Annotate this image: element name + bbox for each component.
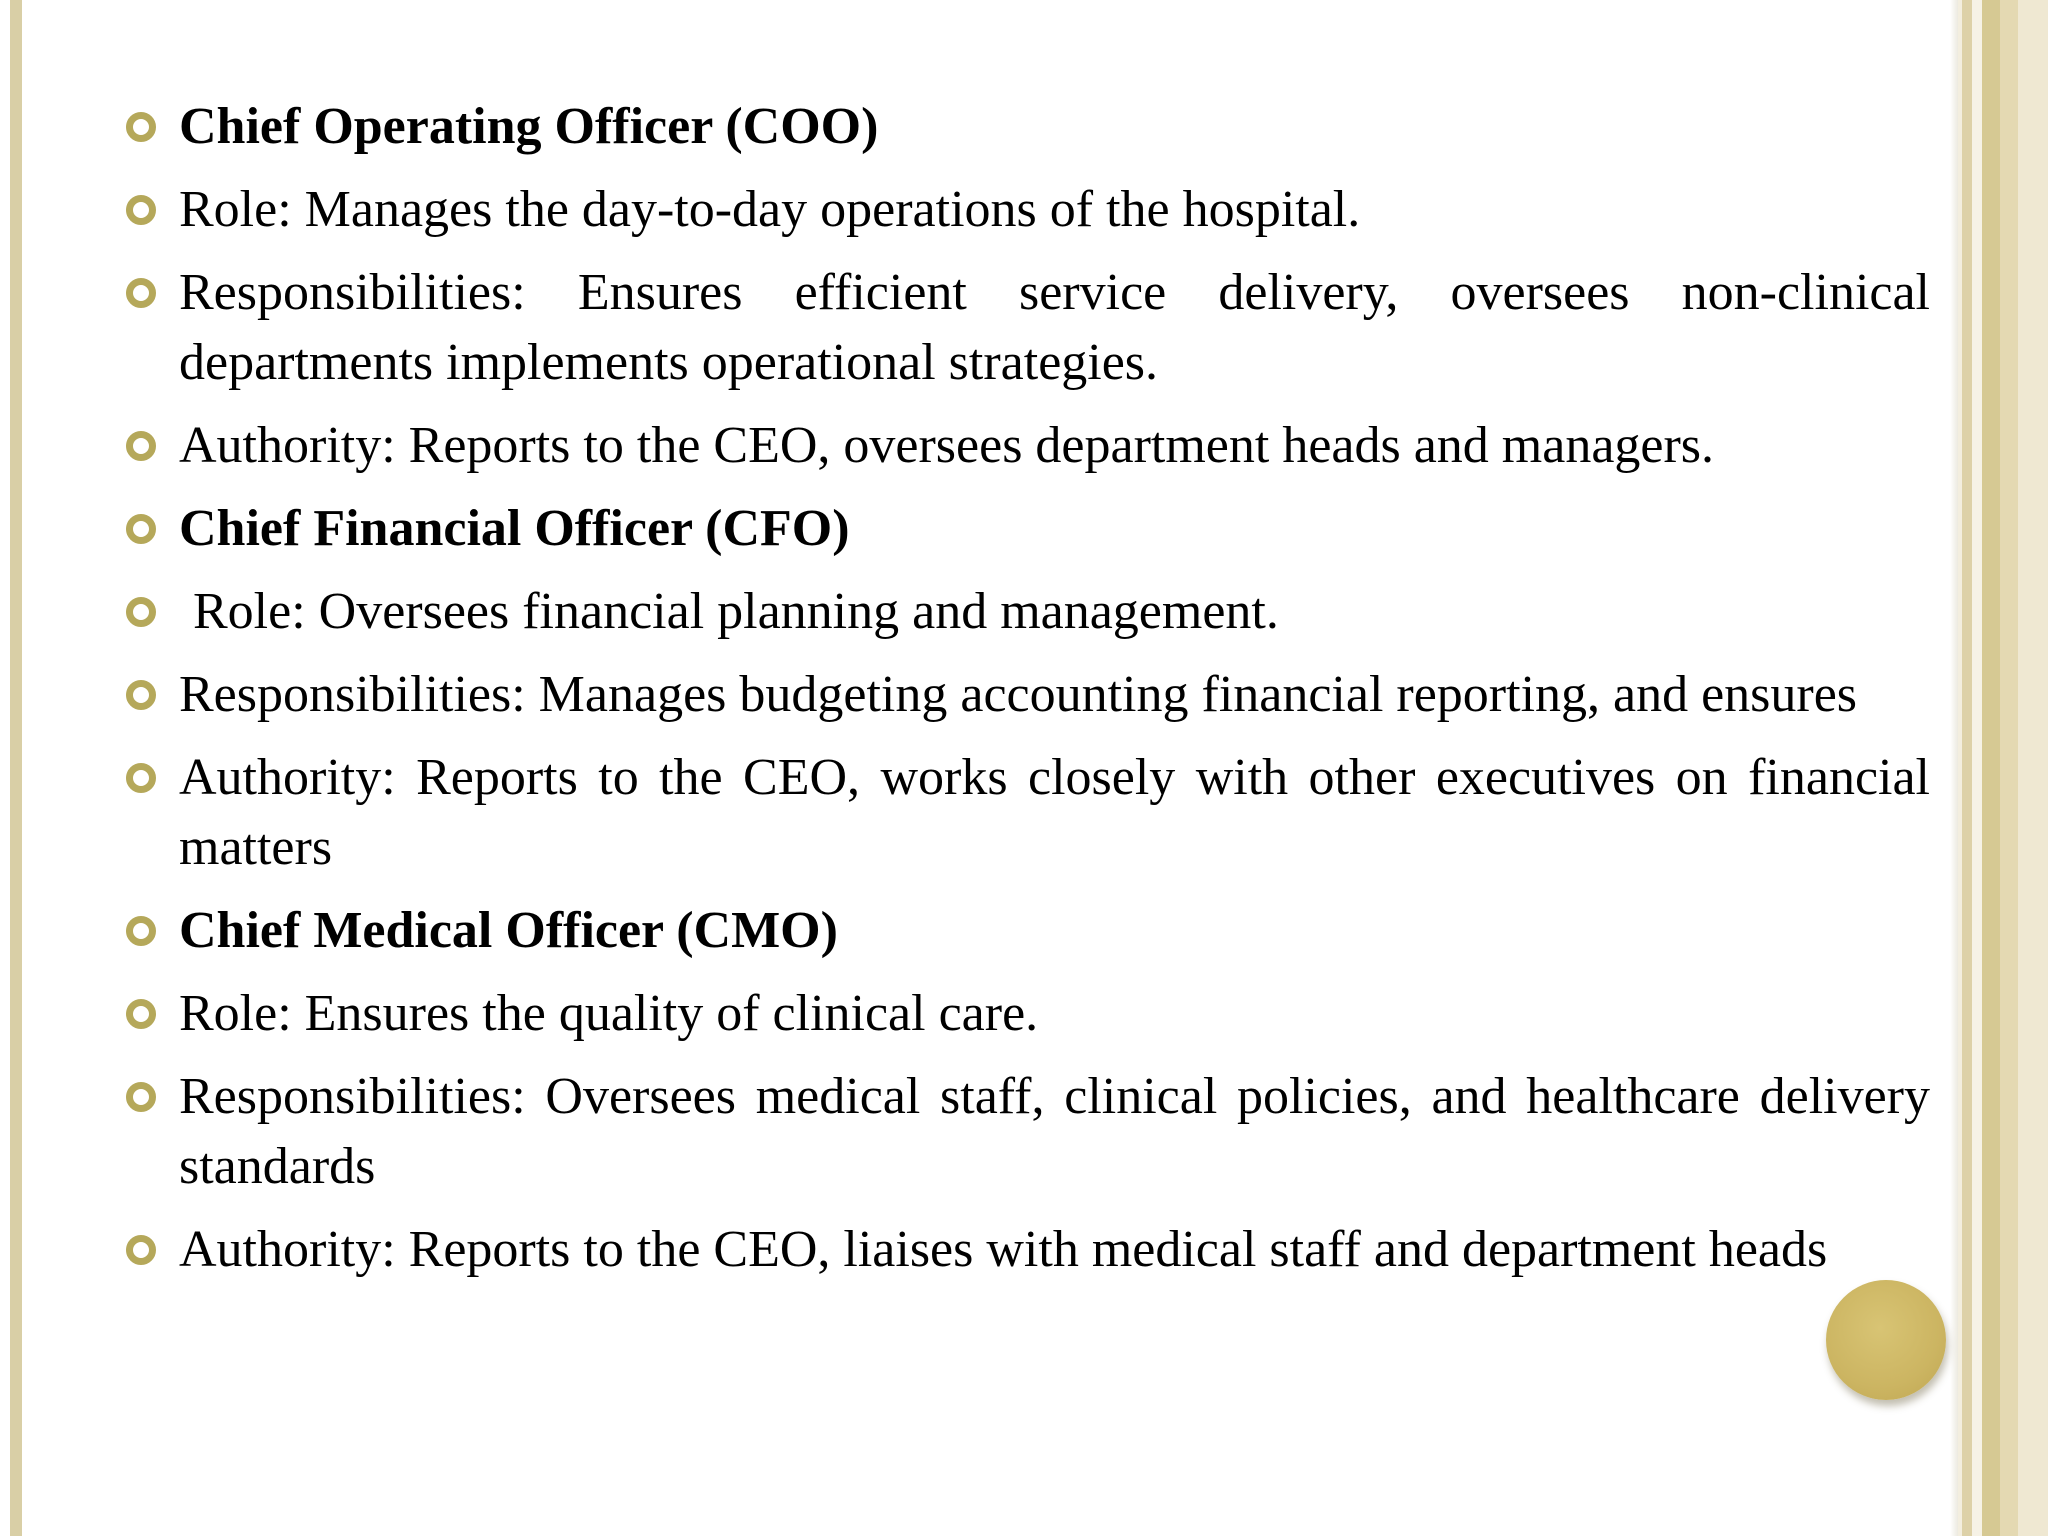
- bullet-text: Role: Oversees financial planning and management.: [193, 583, 1279, 640]
- right-decorative-border: [1958, 0, 2048, 1536]
- bullet-text: Role: Manages the day-to-day operations of the hospital.: [179, 181, 1361, 238]
- ring-bullet-icon: [126, 763, 156, 793]
- ring-bullet-icon: [126, 597, 156, 627]
- bullet-text: Chief Financial Officer (CFO): [179, 500, 850, 557]
- bullet-cmo-authority: [126, 1215, 1930, 1285]
- bullet-coo-heading: [126, 92, 1930, 162]
- bullet-cmo-responsibilities: [126, 1062, 1930, 1202]
- bullet-coo-authority: [126, 411, 1930, 481]
- bullet-text: Chief Operating Officer (COO): [179, 98, 879, 155]
- bullet-cfo-authority: [126, 743, 1930, 883]
- bullet-text: Authority: Reports to the CEO, oversees department heads and managers.: [179, 417, 1715, 474]
- right-border-shadow: [1950, 0, 1958, 1536]
- bullet-cfo-role: [126, 577, 1930, 647]
- bullet-cfo-responsibilities: [126, 660, 1930, 730]
- bullet-text: Authority: Reports to the CEO, works closely with other executives on financial matters: [179, 749, 1930, 876]
- bullet-cfo-heading: [126, 494, 1930, 564]
- bullet-cmo-heading: [126, 896, 1930, 966]
- ring-bullet-icon: [126, 431, 156, 461]
- ring-bullet-icon: [126, 514, 156, 544]
- bullet-coo-role: [126, 175, 1930, 245]
- ring-bullet-icon: [126, 195, 156, 225]
- bullet-cmo-role: [126, 979, 1930, 1049]
- ring-bullet-icon: [126, 916, 156, 946]
- bullet-text: Role: Ensures the quality of clinical care.: [179, 985, 1039, 1042]
- ring-bullet-icon: [126, 278, 156, 308]
- ring-bullet-icon: [126, 680, 156, 710]
- bullet-list: [126, 92, 1930, 1285]
- bullet-text: Responsibilities: Ensures efficient service delivery, oversees non-clinical departments implements operational strategies.: [179, 264, 1930, 391]
- bullet-text: Responsibilities: Manages budgeting accounting financial reporting, and ensures: [179, 666, 1858, 723]
- bullet-coo-responsibilities: [126, 258, 1930, 398]
- ring-bullet-icon: [126, 112, 156, 142]
- ring-bullet-icon: [126, 1235, 156, 1265]
- bullet-text: Authority: Reports to the CEO, liaises with medical staff and department heads: [179, 1221, 1828, 1278]
- bullet-text: Chief Medical Officer (CMO): [179, 902, 838, 959]
- ring-bullet-icon: [126, 999, 156, 1029]
- ring-bullet-icon: [126, 1082, 156, 1112]
- decorative-circle-icon: [1826, 1280, 1946, 1400]
- bullet-text: Responsibilities: Oversees medical staff, clinical policies, and healthcare delivery standards: [179, 1068, 1930, 1195]
- slide-content: [126, 92, 1930, 1298]
- left-decorative-stripe: [10, 0, 22, 1536]
